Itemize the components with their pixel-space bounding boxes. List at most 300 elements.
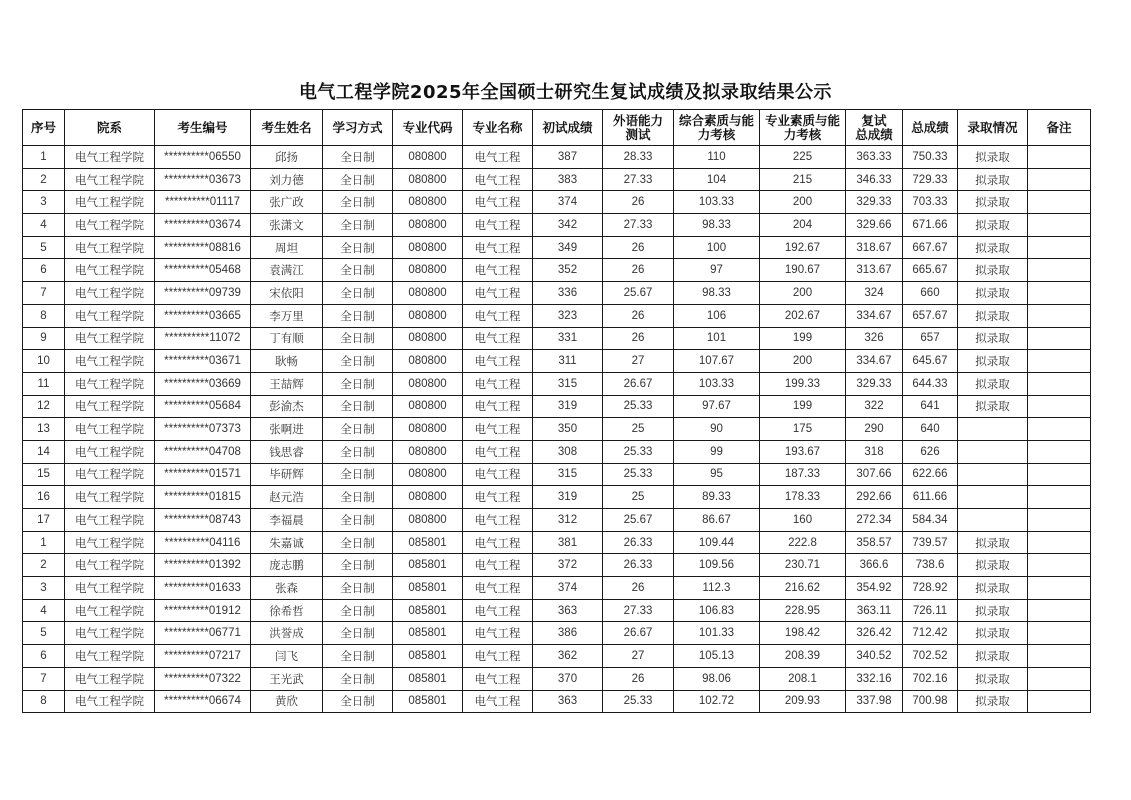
cell-professional-quality: 198.42 bbox=[760, 622, 846, 645]
cell-professional-quality: 200 bbox=[760, 350, 846, 373]
cell-admission-status: 拟录取 bbox=[958, 350, 1028, 373]
cell-remarks bbox=[1028, 395, 1091, 418]
cell-candidate-id: **********08816 bbox=[155, 236, 251, 259]
cell-language-test: 26 bbox=[603, 236, 674, 259]
cell-candidate-id: **********07322 bbox=[155, 667, 251, 690]
cell-language-test: 26 bbox=[603, 667, 674, 690]
cell-candidate-name: 宋依阳 bbox=[251, 282, 323, 305]
cell-candidate-id: **********01117 bbox=[155, 191, 251, 214]
header-col-remarks: 备注 bbox=[1028, 110, 1091, 146]
cell-study-mode: 全日制 bbox=[323, 191, 393, 214]
cell-study-mode: 全日制 bbox=[323, 350, 393, 373]
cell-major-name: 电气工程 bbox=[463, 214, 533, 237]
cell-candidate-name: 耿畅 bbox=[251, 350, 323, 373]
cell-retest-total: 326.42 bbox=[846, 622, 903, 645]
header-col-language-test: 外语能力 测试 bbox=[603, 110, 674, 146]
cell-candidate-id: **********05684 bbox=[155, 395, 251, 418]
cell-index: 9 bbox=[23, 327, 65, 350]
cell-department: 电气工程学院 bbox=[65, 168, 155, 191]
cell-admission-status: 拟录取 bbox=[958, 531, 1028, 554]
cell-major-code: 085801 bbox=[393, 577, 463, 600]
cell-admission-status: 拟录取 bbox=[958, 599, 1028, 622]
cell-remarks bbox=[1028, 327, 1091, 350]
cell-candidate-id: **********03669 bbox=[155, 372, 251, 395]
cell-admission-status bbox=[958, 463, 1028, 486]
cell-index: 7 bbox=[23, 282, 65, 305]
cell-index: 1 bbox=[23, 146, 65, 169]
cell-candidate-name: 张啊进 bbox=[251, 418, 323, 441]
cell-remarks bbox=[1028, 645, 1091, 668]
cell-general-quality: 103.33 bbox=[674, 191, 760, 214]
cell-major-name: 电气工程 bbox=[463, 418, 533, 441]
header-col-admission-status: 录取情况 bbox=[958, 110, 1028, 146]
cell-remarks bbox=[1028, 214, 1091, 237]
cell-total-score: 700.98 bbox=[903, 690, 958, 713]
cell-general-quality: 110 bbox=[674, 146, 760, 169]
cell-admission-status: 拟录取 bbox=[958, 259, 1028, 282]
cell-index: 8 bbox=[23, 690, 65, 713]
cell-retest-total: 290 bbox=[846, 418, 903, 441]
cell-professional-quality: 199 bbox=[760, 327, 846, 350]
cell-major-code: 080800 bbox=[393, 259, 463, 282]
cell-general-quality: 103.33 bbox=[674, 372, 760, 395]
cell-candidate-id: **********03671 bbox=[155, 350, 251, 373]
cell-department: 电气工程学院 bbox=[65, 690, 155, 713]
cell-candidate-id: **********04708 bbox=[155, 440, 251, 463]
cell-department: 电气工程学院 bbox=[65, 350, 155, 373]
cell-major-code: 085801 bbox=[393, 554, 463, 577]
cell-retest-total: 326 bbox=[846, 327, 903, 350]
cell-remarks bbox=[1028, 509, 1091, 532]
cell-major-code: 080800 bbox=[393, 509, 463, 532]
cell-index: 4 bbox=[23, 599, 65, 622]
cell-total-score: 702.52 bbox=[903, 645, 958, 668]
cell-total-score: 738.6 bbox=[903, 554, 958, 577]
cell-language-test: 27.33 bbox=[603, 168, 674, 191]
cell-prelim-score: 362 bbox=[533, 645, 603, 668]
table-row bbox=[23, 554, 1091, 577]
cell-prelim-score: 319 bbox=[533, 395, 603, 418]
cell-major-name: 电气工程 bbox=[463, 531, 533, 554]
cell-study-mode: 全日制 bbox=[323, 214, 393, 237]
cell-prelim-score: 370 bbox=[533, 667, 603, 690]
cell-prelim-score: 374 bbox=[533, 577, 603, 600]
cell-prelim-score: 331 bbox=[533, 327, 603, 350]
cell-prelim-score: 312 bbox=[533, 509, 603, 532]
cell-retest-total: 329.33 bbox=[846, 191, 903, 214]
cell-major-name: 电气工程 bbox=[463, 577, 533, 600]
cell-language-test: 26.33 bbox=[603, 554, 674, 577]
cell-candidate-id: **********01571 bbox=[155, 463, 251, 486]
cell-language-test: 25.33 bbox=[603, 690, 674, 713]
cell-remarks bbox=[1028, 168, 1091, 191]
cell-department: 电气工程学院 bbox=[65, 599, 155, 622]
cell-department: 电气工程学院 bbox=[65, 146, 155, 169]
cell-candidate-id: **********04116 bbox=[155, 531, 251, 554]
cell-candidate-id: **********01633 bbox=[155, 577, 251, 600]
cell-professional-quality: 208.39 bbox=[760, 645, 846, 668]
cell-major-code: 085801 bbox=[393, 690, 463, 713]
header-col-major-name: 专业名称 bbox=[463, 110, 533, 146]
header-col-total-score: 总成绩 bbox=[903, 110, 958, 146]
cell-index: 5 bbox=[23, 236, 65, 259]
header-col-candidate-name: 考生姓名 bbox=[251, 110, 323, 146]
cell-major-name: 电气工程 bbox=[463, 259, 533, 282]
cell-prelim-score: 315 bbox=[533, 372, 603, 395]
cell-professional-quality: 199.33 bbox=[760, 372, 846, 395]
cell-remarks bbox=[1028, 418, 1091, 441]
header-col-professional-quality: 专业素质与能 力考核 bbox=[760, 110, 846, 146]
cell-candidate-id: **********03674 bbox=[155, 214, 251, 237]
cell-language-test: 28.33 bbox=[603, 146, 674, 169]
cell-remarks bbox=[1028, 690, 1091, 713]
cell-candidate-id: **********01392 bbox=[155, 554, 251, 577]
cell-candidate-name: 袁满江 bbox=[251, 259, 323, 282]
cell-major-name: 电气工程 bbox=[463, 509, 533, 532]
cell-major-name: 电气工程 bbox=[463, 440, 533, 463]
cell-department: 电气工程学院 bbox=[65, 645, 155, 668]
cell-professional-quality: 199 bbox=[760, 395, 846, 418]
cell-retest-total: 346.33 bbox=[846, 168, 903, 191]
cell-candidate-id: **********06674 bbox=[155, 690, 251, 713]
cell-department: 电气工程学院 bbox=[65, 259, 155, 282]
cell-major-code: 085801 bbox=[393, 531, 463, 554]
cell-department: 电气工程学院 bbox=[65, 236, 155, 259]
cell-study-mode: 全日制 bbox=[323, 327, 393, 350]
cell-major-name: 电气工程 bbox=[463, 327, 533, 350]
cell-candidate-name: 闫飞 bbox=[251, 645, 323, 668]
cell-study-mode: 全日制 bbox=[323, 509, 393, 532]
cell-retest-total: 307.66 bbox=[846, 463, 903, 486]
table-row bbox=[23, 577, 1091, 600]
cell-study-mode: 全日制 bbox=[323, 599, 393, 622]
cell-professional-quality: 230.71 bbox=[760, 554, 846, 577]
cell-total-score: 645.67 bbox=[903, 350, 958, 373]
cell-general-quality: 109.44 bbox=[674, 531, 760, 554]
cell-professional-quality: 208.1 bbox=[760, 667, 846, 690]
cell-major-name: 电气工程 bbox=[463, 236, 533, 259]
cell-total-score: 667.67 bbox=[903, 236, 958, 259]
cell-study-mode: 全日制 bbox=[323, 486, 393, 509]
cell-total-score: 641 bbox=[903, 395, 958, 418]
cell-major-name: 电气工程 bbox=[463, 690, 533, 713]
cell-admission-status bbox=[958, 440, 1028, 463]
cell-major-name: 电气工程 bbox=[463, 463, 533, 486]
cell-study-mode: 全日制 bbox=[323, 372, 393, 395]
cell-professional-quality: 204 bbox=[760, 214, 846, 237]
cell-index: 15 bbox=[23, 463, 65, 486]
cell-department: 电气工程学院 bbox=[65, 667, 155, 690]
table-row bbox=[23, 599, 1091, 622]
cell-language-test: 25.67 bbox=[603, 282, 674, 305]
cell-language-test: 27 bbox=[603, 350, 674, 373]
table-row bbox=[23, 395, 1091, 418]
cell-professional-quality: 216.62 bbox=[760, 577, 846, 600]
cell-major-name: 电气工程 bbox=[463, 622, 533, 645]
cell-professional-quality: 187.33 bbox=[760, 463, 846, 486]
table-row bbox=[23, 463, 1091, 486]
cell-professional-quality: 178.33 bbox=[760, 486, 846, 509]
cell-department: 电气工程学院 bbox=[65, 191, 155, 214]
cell-admission-status: 拟录取 bbox=[958, 282, 1028, 305]
cell-department: 电气工程学院 bbox=[65, 486, 155, 509]
table-row bbox=[23, 418, 1091, 441]
cell-major-code: 080800 bbox=[393, 146, 463, 169]
table-row bbox=[23, 304, 1091, 327]
cell-language-test: 27.33 bbox=[603, 599, 674, 622]
cell-general-quality: 89.33 bbox=[674, 486, 760, 509]
cell-major-code: 085801 bbox=[393, 645, 463, 668]
cell-retest-total: 363.33 bbox=[846, 146, 903, 169]
cell-index: 4 bbox=[23, 214, 65, 237]
cell-major-code: 080800 bbox=[393, 327, 463, 350]
cell-department: 电气工程学院 bbox=[65, 440, 155, 463]
cell-language-test: 26 bbox=[603, 259, 674, 282]
cell-general-quality: 97.67 bbox=[674, 395, 760, 418]
cell-retest-total: 313.67 bbox=[846, 259, 903, 282]
table-row bbox=[23, 509, 1091, 532]
cell-general-quality: 98.06 bbox=[674, 667, 760, 690]
header-col-index: 序号 bbox=[23, 110, 65, 146]
cell-major-name: 电气工程 bbox=[463, 191, 533, 214]
cell-candidate-id: **********09739 bbox=[155, 282, 251, 305]
cell-study-mode: 全日制 bbox=[323, 236, 393, 259]
cell-retest-total: 363.11 bbox=[846, 599, 903, 622]
cell-candidate-id: **********01912 bbox=[155, 599, 251, 622]
cell-language-test: 25 bbox=[603, 486, 674, 509]
cell-major-name: 电气工程 bbox=[463, 395, 533, 418]
cell-major-name: 电气工程 bbox=[463, 304, 533, 327]
cell-remarks bbox=[1028, 304, 1091, 327]
header-col-prelim-score: 初试成绩 bbox=[533, 110, 603, 146]
cell-admission-status bbox=[958, 418, 1028, 441]
cell-department: 电气工程学院 bbox=[65, 418, 155, 441]
header-col-department: 院系 bbox=[65, 110, 155, 146]
cell-study-mode: 全日制 bbox=[323, 282, 393, 305]
cell-admission-status bbox=[958, 509, 1028, 532]
cell-professional-quality: 228.95 bbox=[760, 599, 846, 622]
cell-general-quality: 112.3 bbox=[674, 577, 760, 600]
cell-index: 2 bbox=[23, 168, 65, 191]
cell-admission-status: 拟录取 bbox=[958, 690, 1028, 713]
cell-prelim-score: 374 bbox=[533, 191, 603, 214]
cell-major-code: 080800 bbox=[393, 191, 463, 214]
cell-prelim-score: 352 bbox=[533, 259, 603, 282]
cell-study-mode: 全日制 bbox=[323, 690, 393, 713]
cell-total-score: 729.33 bbox=[903, 168, 958, 191]
cell-general-quality: 100 bbox=[674, 236, 760, 259]
cell-candidate-name: 李福晨 bbox=[251, 509, 323, 532]
cell-prelim-score: 342 bbox=[533, 214, 603, 237]
cell-major-name: 电气工程 bbox=[463, 372, 533, 395]
cell-index: 10 bbox=[23, 350, 65, 373]
cell-general-quality: 102.72 bbox=[674, 690, 760, 713]
cell-candidate-name: 钱思睿 bbox=[251, 440, 323, 463]
cell-prelim-score: 319 bbox=[533, 486, 603, 509]
cell-candidate-name: 赵元浩 bbox=[251, 486, 323, 509]
cell-admission-status: 拟录取 bbox=[958, 236, 1028, 259]
cell-remarks bbox=[1028, 599, 1091, 622]
table-row bbox=[23, 645, 1091, 668]
cell-professional-quality: 192.67 bbox=[760, 236, 846, 259]
cell-retest-total: 329.66 bbox=[846, 214, 903, 237]
cell-department: 电气工程学院 bbox=[65, 372, 155, 395]
cell-admission-status: 拟录取 bbox=[958, 645, 1028, 668]
cell-total-score: 739.57 bbox=[903, 531, 958, 554]
cell-language-test: 25 bbox=[603, 418, 674, 441]
cell-candidate-name: 张潇文 bbox=[251, 214, 323, 237]
cell-admission-status: 拟录取 bbox=[958, 554, 1028, 577]
cell-candidate-name: 王喆辉 bbox=[251, 372, 323, 395]
cell-remarks bbox=[1028, 350, 1091, 373]
cell-candidate-name: 庞志鹏 bbox=[251, 554, 323, 577]
cell-study-mode: 全日制 bbox=[323, 622, 393, 645]
cell-prelim-score: 381 bbox=[533, 531, 603, 554]
cell-candidate-id: **********07217 bbox=[155, 645, 251, 668]
cell-language-test: 26.67 bbox=[603, 622, 674, 645]
table-row bbox=[23, 486, 1091, 509]
table-row bbox=[23, 168, 1091, 191]
cell-candidate-id: **********06771 bbox=[155, 622, 251, 645]
cell-major-name: 电气工程 bbox=[463, 645, 533, 668]
cell-prelim-score: 336 bbox=[533, 282, 603, 305]
cell-candidate-name: 洪誉成 bbox=[251, 622, 323, 645]
cell-remarks bbox=[1028, 372, 1091, 395]
cell-department: 电气工程学院 bbox=[65, 622, 155, 645]
cell-index: 6 bbox=[23, 645, 65, 668]
cell-professional-quality: 215 bbox=[760, 168, 846, 191]
cell-professional-quality: 175 bbox=[760, 418, 846, 441]
cell-remarks bbox=[1028, 622, 1091, 645]
cell-department: 电气工程学院 bbox=[65, 282, 155, 305]
cell-candidate-name: 黄欣 bbox=[251, 690, 323, 713]
cell-admission-status: 拟录取 bbox=[958, 577, 1028, 600]
cell-major-name: 电气工程 bbox=[463, 554, 533, 577]
cell-major-code: 085801 bbox=[393, 599, 463, 622]
cell-candidate-id: **********06550 bbox=[155, 146, 251, 169]
cell-index: 17 bbox=[23, 509, 65, 532]
cell-prelim-score: 387 bbox=[533, 146, 603, 169]
header-col-study-mode: 学习方式 bbox=[323, 110, 393, 146]
cell-major-code: 080800 bbox=[393, 395, 463, 418]
cell-retest-total: 334.67 bbox=[846, 304, 903, 327]
cell-major-code: 085801 bbox=[393, 667, 463, 690]
cell-admission-status: 拟录取 bbox=[958, 372, 1028, 395]
cell-major-name: 电气工程 bbox=[463, 168, 533, 191]
cell-total-score: 657.67 bbox=[903, 304, 958, 327]
cell-retest-total: 292.66 bbox=[846, 486, 903, 509]
cell-candidate-name: 张广政 bbox=[251, 191, 323, 214]
cell-candidate-name: 朱嘉诚 bbox=[251, 531, 323, 554]
cell-remarks bbox=[1028, 667, 1091, 690]
cell-total-score: 671.66 bbox=[903, 214, 958, 237]
cell-general-quality: 101.33 bbox=[674, 622, 760, 645]
header-col-major-code: 专业代码 bbox=[393, 110, 463, 146]
cell-index: 7 bbox=[23, 667, 65, 690]
cell-language-test: 26.67 bbox=[603, 372, 674, 395]
cell-major-name: 电气工程 bbox=[463, 599, 533, 622]
cell-language-test: 26 bbox=[603, 577, 674, 600]
cell-remarks bbox=[1028, 554, 1091, 577]
cell-prelim-score: 311 bbox=[533, 350, 603, 373]
cell-retest-total: 334.67 bbox=[846, 350, 903, 373]
cell-study-mode: 全日制 bbox=[323, 554, 393, 577]
cell-prelim-score: 350 bbox=[533, 418, 603, 441]
table-row bbox=[23, 191, 1091, 214]
cell-total-score: 584.34 bbox=[903, 509, 958, 532]
cell-prelim-score: 372 bbox=[533, 554, 603, 577]
cell-study-mode: 全日制 bbox=[323, 463, 393, 486]
cell-index: 6 bbox=[23, 259, 65, 282]
cell-study-mode: 全日制 bbox=[323, 440, 393, 463]
cell-general-quality: 101 bbox=[674, 327, 760, 350]
cell-study-mode: 全日制 bbox=[323, 577, 393, 600]
cell-general-quality: 109.56 bbox=[674, 554, 760, 577]
cell-remarks bbox=[1028, 577, 1091, 600]
cell-language-test: 27.33 bbox=[603, 214, 674, 237]
cell-total-score: 703.33 bbox=[903, 191, 958, 214]
cell-major-code: 080800 bbox=[393, 236, 463, 259]
cell-general-quality: 98.33 bbox=[674, 214, 760, 237]
cell-major-code: 080800 bbox=[393, 214, 463, 237]
cell-major-code: 085801 bbox=[393, 622, 463, 645]
cell-prelim-score: 315 bbox=[533, 463, 603, 486]
cell-department: 电气工程学院 bbox=[65, 327, 155, 350]
cell-study-mode: 全日制 bbox=[323, 395, 393, 418]
cell-index: 11 bbox=[23, 372, 65, 395]
cell-language-test: 25.67 bbox=[603, 509, 674, 532]
cell-index: 1 bbox=[23, 531, 65, 554]
cell-index: 5 bbox=[23, 622, 65, 645]
cell-department: 电气工程学院 bbox=[65, 577, 155, 600]
cell-total-score: 644.33 bbox=[903, 372, 958, 395]
cell-department: 电气工程学院 bbox=[65, 395, 155, 418]
cell-study-mode: 全日制 bbox=[323, 146, 393, 169]
table-row bbox=[23, 214, 1091, 237]
cell-major-code: 080800 bbox=[393, 282, 463, 305]
cell-study-mode: 全日制 bbox=[323, 304, 393, 327]
cell-admission-status: 拟录取 bbox=[958, 395, 1028, 418]
cell-total-score: 611.66 bbox=[903, 486, 958, 509]
table-row bbox=[23, 350, 1091, 373]
table-body bbox=[23, 146, 1091, 713]
cell-total-score: 750.33 bbox=[903, 146, 958, 169]
cell-admission-status: 拟录取 bbox=[958, 146, 1028, 169]
table-row bbox=[23, 327, 1091, 350]
cell-major-code: 080800 bbox=[393, 304, 463, 327]
cell-index: 16 bbox=[23, 486, 65, 509]
cell-professional-quality: 209.93 bbox=[760, 690, 846, 713]
cell-remarks bbox=[1028, 259, 1091, 282]
cell-professional-quality: 225 bbox=[760, 146, 846, 169]
cell-retest-total: 318.67 bbox=[846, 236, 903, 259]
cell-department: 电气工程学院 bbox=[65, 463, 155, 486]
cell-study-mode: 全日制 bbox=[323, 667, 393, 690]
cell-retest-total: 366.6 bbox=[846, 554, 903, 577]
cell-major-code: 080800 bbox=[393, 372, 463, 395]
cell-candidate-name: 丁有顺 bbox=[251, 327, 323, 350]
cell-general-quality: 97 bbox=[674, 259, 760, 282]
cell-professional-quality: 202.67 bbox=[760, 304, 846, 327]
table-row bbox=[23, 531, 1091, 554]
cell-index: 13 bbox=[23, 418, 65, 441]
cell-retest-total: 272.34 bbox=[846, 509, 903, 532]
cell-professional-quality: 200 bbox=[760, 282, 846, 305]
cell-admission-status: 拟录取 bbox=[958, 327, 1028, 350]
cell-professional-quality: 222.8 bbox=[760, 531, 846, 554]
cell-remarks bbox=[1028, 531, 1091, 554]
cell-remarks bbox=[1028, 486, 1091, 509]
